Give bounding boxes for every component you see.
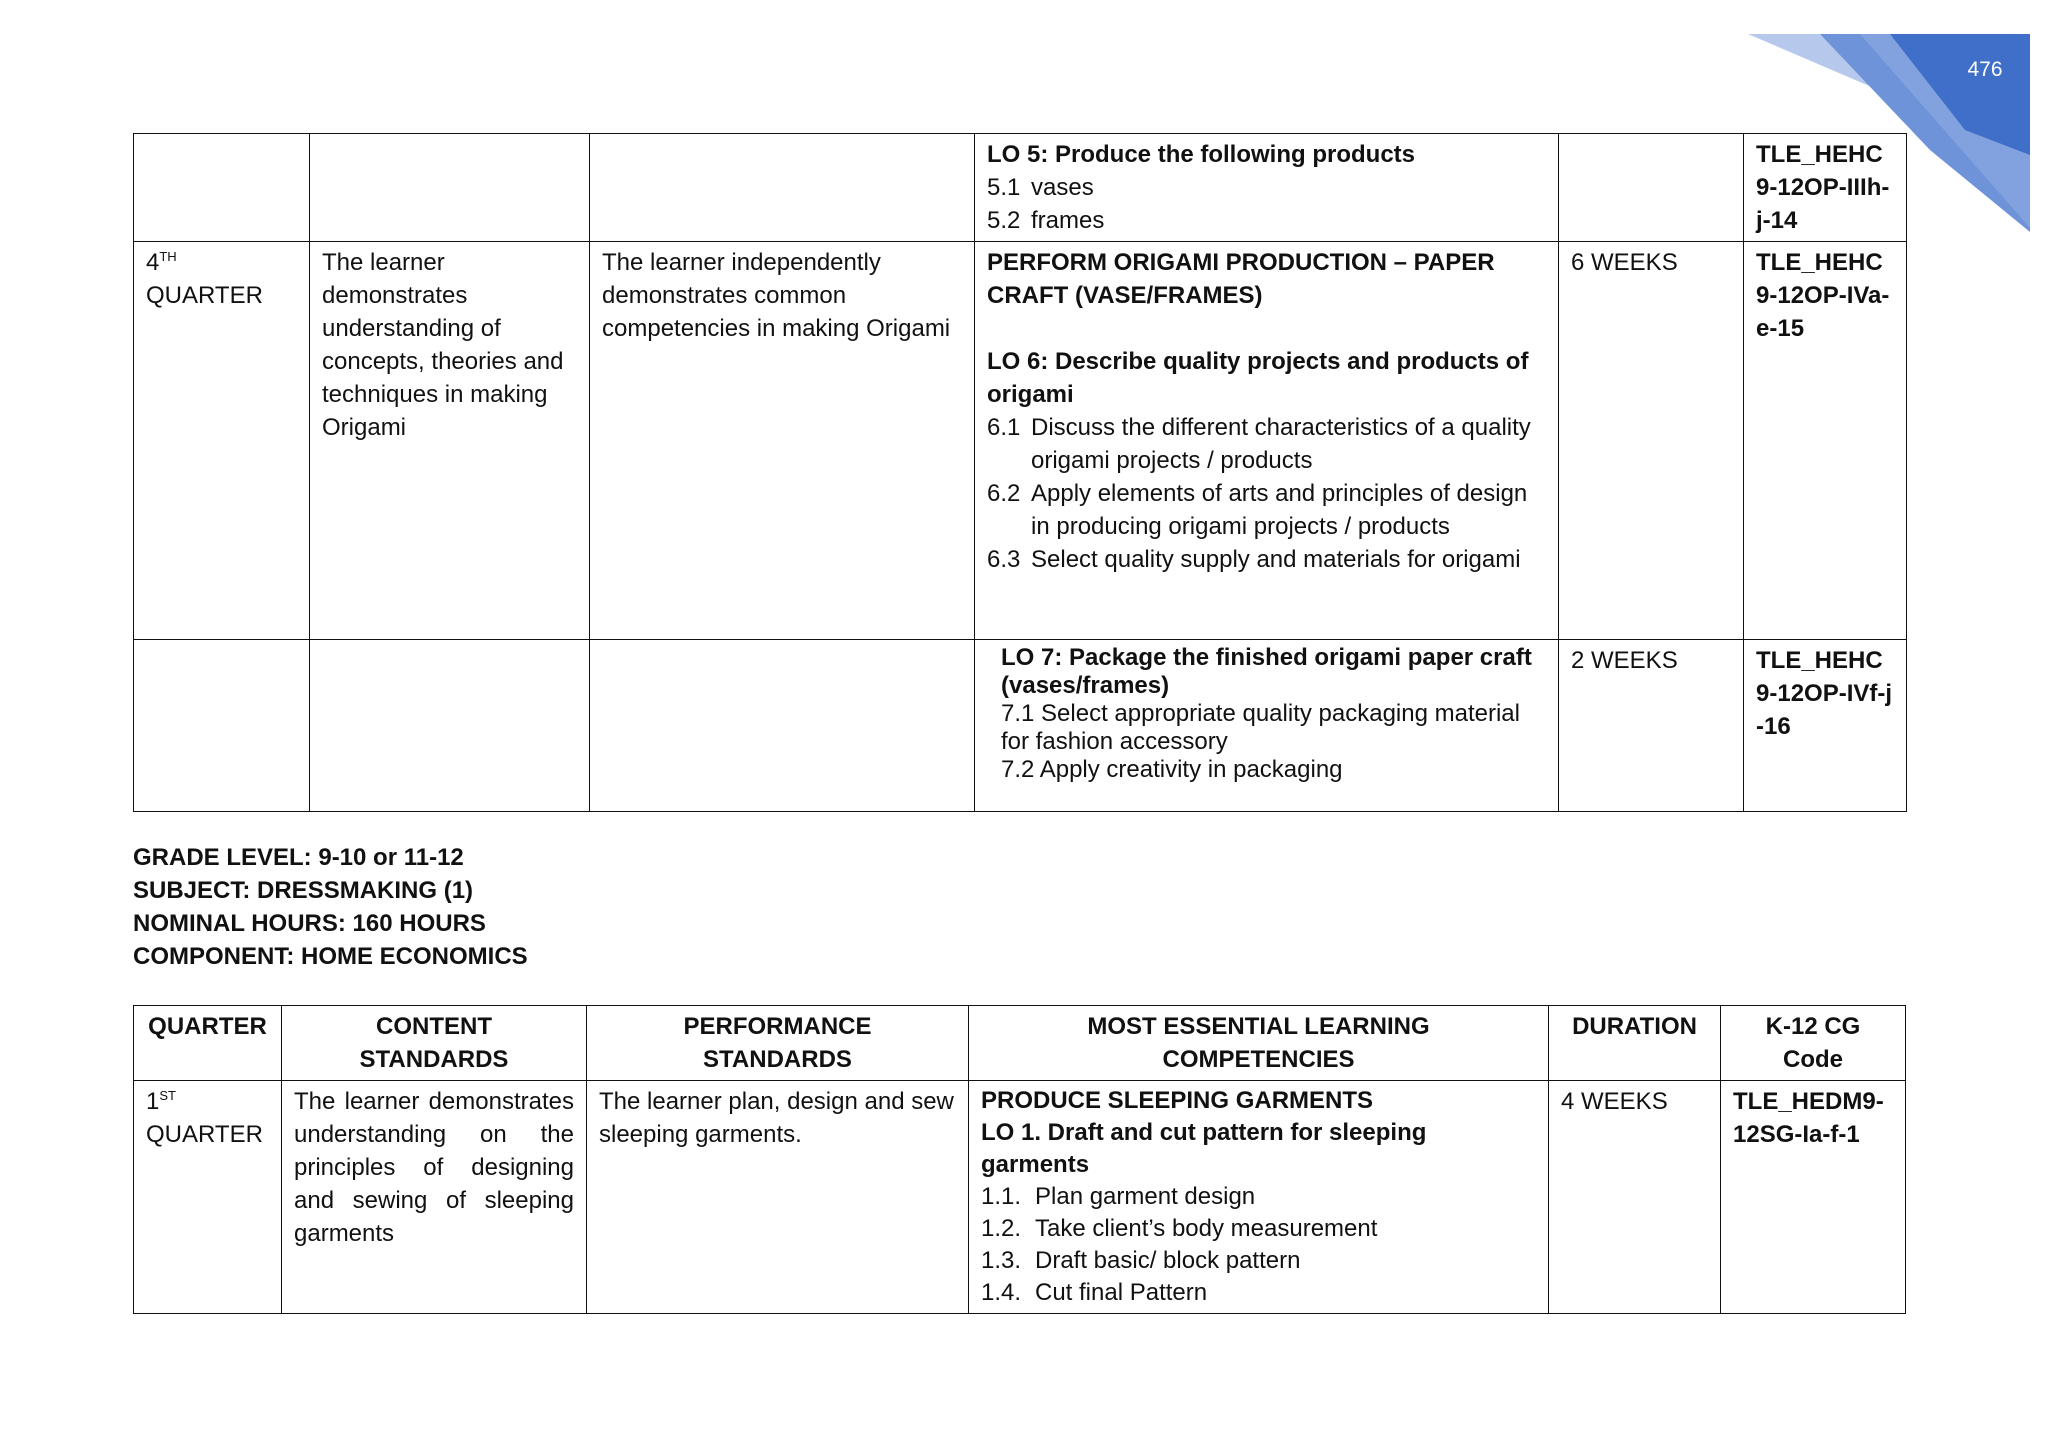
list-item: 1.4. Cut final Pattern xyxy=(981,1279,1208,1306)
list-item: 7.2 Apply creativity in packaging xyxy=(1001,756,1343,783)
column-header-quarter: QUARTER xyxy=(134,1006,282,1081)
section-heading: PERFORM ORIGAMI PRODUCTION – PAPER CRAFT (VASE/FRAMES) xyxy=(987,249,1495,309)
content-standards-cell: The learner demonstrates understanding on the principles of designing and sewing of sleeping garments xyxy=(282,1081,587,1314)
quarter-cell xyxy=(134,134,310,242)
column-header-melc: MOST ESSENTIAL LEARNING COMPETENCIES xyxy=(969,1006,1549,1081)
cg-code-cell: TLE_HEHC9-12OP-IVa-e-15 xyxy=(1744,242,1907,640)
competencies-cell xyxy=(975,134,1559,242)
content-standards-cell xyxy=(310,640,590,812)
cg-code-cell: TLE_HEDM9-12SG-Ia-f-1 xyxy=(1721,1081,1906,1314)
curriculum-table-dressmaking xyxy=(133,1005,1906,1314)
list-item: 6.1 Discuss the different characteristics of a quality origami projects / products xyxy=(987,414,1531,474)
subject: SUBJECT: DRESSMAKING (1) xyxy=(133,877,474,904)
list-item: 1.2. Take client’s body measurement xyxy=(981,1215,1378,1242)
quarter-cell: 4TH QUARTER xyxy=(134,242,310,640)
performance-standards-cell: The learner plan, design and sew sleeping garments. xyxy=(587,1081,969,1314)
competency-list xyxy=(981,1181,1536,1309)
section-heading: PRODUCE SLEEPING GARMENTS xyxy=(981,1087,1374,1114)
competency-list xyxy=(987,171,1546,237)
nominal-hours: NOMINAL HOURS: 160 HOURS xyxy=(133,910,486,937)
curriculum-table-origami xyxy=(133,133,1907,812)
lo-title: LO 1. Draft and cut pattern for sleeping garments xyxy=(981,1119,1427,1178)
lo-title: LO 5: Produce the following products xyxy=(987,141,1416,168)
lo-title: LO 6: Describe quality projects and products of origami xyxy=(987,348,1529,408)
table-row xyxy=(134,242,1907,640)
column-header-content: CONTENT STANDARDS xyxy=(282,1006,587,1081)
list-item: 6.3 Select quality supply and materials for origami xyxy=(987,546,1521,573)
table-row xyxy=(134,640,1907,812)
competencies-cell xyxy=(975,242,1559,640)
performance-standards-cell xyxy=(590,640,975,812)
grade-level: GRADE LEVEL: 9-10 or 11-12 xyxy=(133,844,464,871)
lo-title: LO 7: Package the finished origami paper craft (vases/frames) xyxy=(1001,644,1532,699)
quarter-cell xyxy=(134,640,310,812)
course-info xyxy=(133,841,528,973)
column-header-duration: DURATION xyxy=(1549,1006,1721,1081)
header-row xyxy=(134,1006,1906,1081)
duration-cell: 4 WEEKS xyxy=(1549,1081,1721,1314)
content-standards-cell: The learner demonstrates understanding of concepts, theories and techniques in making Origami xyxy=(310,242,590,640)
page-number: 476 xyxy=(1967,58,2003,81)
list-item: 7.1 Select appropriate quality packaging material for fashion accessory xyxy=(1001,700,1520,755)
duration-cell xyxy=(1559,134,1744,242)
cg-code-cell: TLE_HEHC9-12OP-IIIh-j-14 xyxy=(1744,134,1907,242)
column-header-performance: PERFORMANCE STANDARDS xyxy=(587,1006,969,1081)
component: COMPONENT: HOME ECONOMICS xyxy=(133,943,528,970)
list-item: 1.3. Draft basic/ block pattern xyxy=(981,1247,1301,1274)
list-item: 1.1. Plan garment design xyxy=(981,1183,1256,1210)
content-standards-cell xyxy=(310,134,590,242)
list-item: 5.1 vases xyxy=(987,174,1094,201)
competency-list xyxy=(987,411,1546,576)
duration-cell: 6 WEEKS xyxy=(1559,242,1744,640)
cg-code-cell: TLE_HEHC9-12OP-IVf-j-16 xyxy=(1744,640,1907,812)
list-item: 6.2 Apply elements of arts and principles of design in producing origami projects / products xyxy=(987,480,1528,540)
list-item: 5.2 frames xyxy=(987,207,1105,234)
competencies-cell xyxy=(975,640,1559,812)
quarter-cell: 1ST QUARTER xyxy=(134,1081,282,1314)
duration-cell: 2 WEEKS xyxy=(1559,640,1744,812)
competencies-cell xyxy=(969,1081,1549,1314)
column-header-code: K-12 CG Code xyxy=(1721,1006,1906,1081)
performance-standards-cell: The learner independently demonstrates common competencies in making Origami xyxy=(590,242,975,640)
table-row xyxy=(134,1081,1906,1314)
table-row xyxy=(134,134,1907,242)
performance-standards-cell xyxy=(590,134,975,242)
